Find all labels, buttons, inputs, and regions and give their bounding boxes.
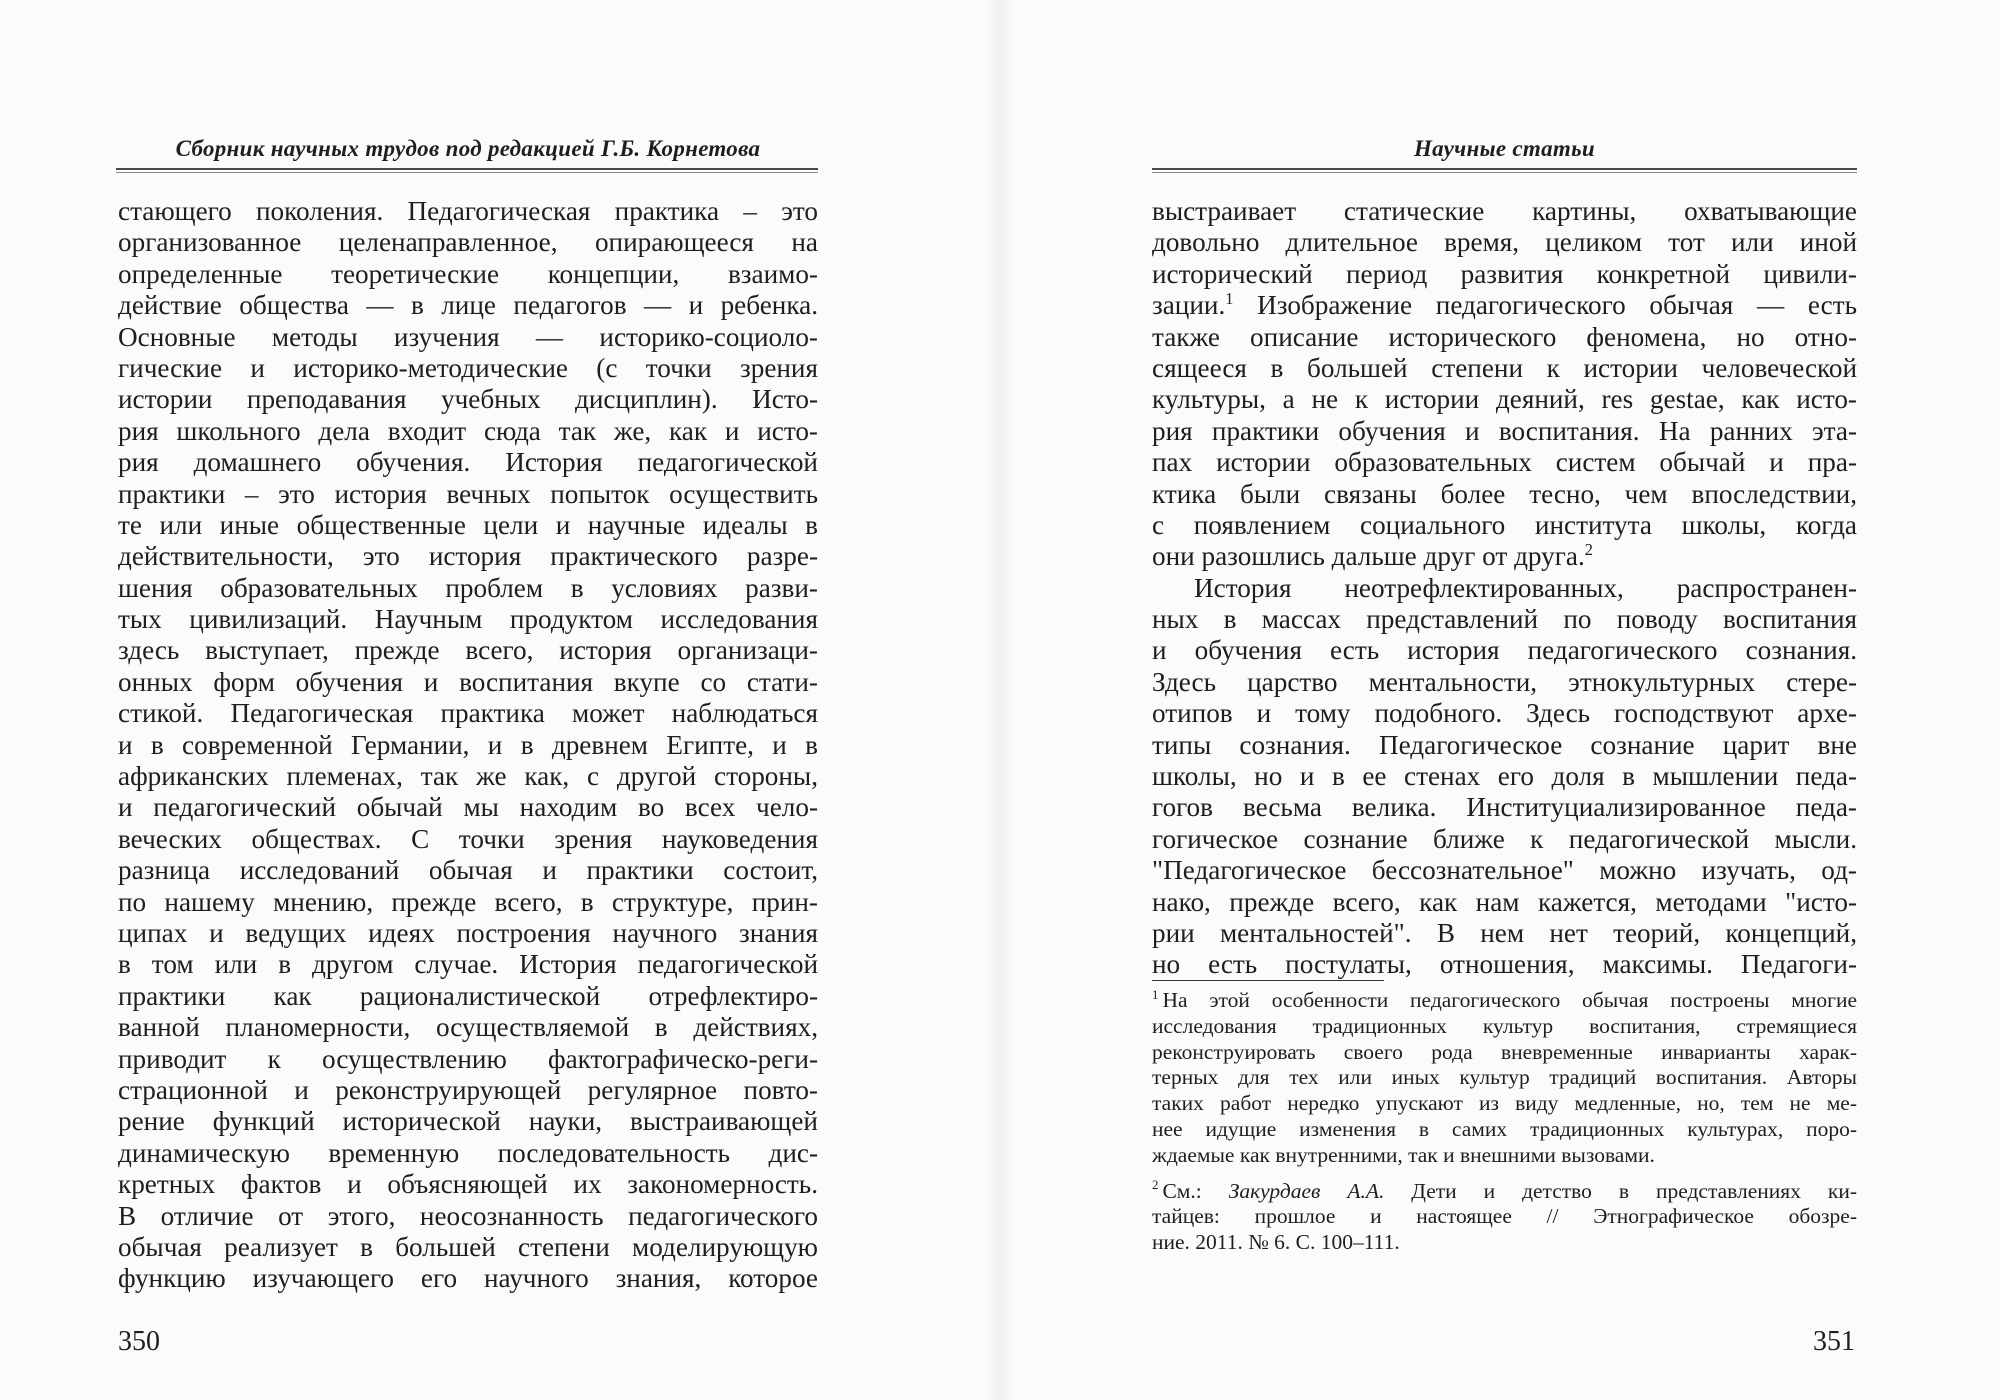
footnote-line: тайцев: прошлое и настоящее // Этнографическое обозре-: [1152, 1204, 1857, 1229]
text-line: ктика были связаны более тесно, чем впоследствии,: [1152, 478, 1857, 509]
text-line: рии ментальностей". В нем нет теорий, концепций,: [1152, 917, 1857, 948]
left-header-rule: [116, 168, 818, 170]
text-line: В отличие от этого, неосознанность педагогического: [118, 1200, 818, 1231]
text-line: страционной и реконструирующей регулярное повто-: [118, 1074, 818, 1105]
text-line: практики – это история вечных попыток осуществить: [118, 478, 818, 509]
text-line: культуры, а не к истории деяний, res gestae, как исто-: [1152, 384, 1857, 415]
text-line: онных форм обучения и воспитания вкупе со стати-: [118, 666, 818, 697]
text-line: гогов весьма велика. Институциализированное педа-: [1152, 792, 1857, 823]
right-body-text: [1152, 196, 1857, 981]
left-page-number: 350: [118, 1326, 160, 1357]
text-line: в том или в другом случае. История педагогической: [118, 949, 818, 980]
text-fragment: Изображение педагогического обычая — есть: [1233, 290, 1857, 321]
text-line: действие общества — в лице педагогов — и ребенка.: [118, 290, 818, 321]
footnote-line: [1152, 988, 1857, 1014]
text-line: гические и историко-методические (с точки зрения: [118, 352, 818, 383]
text-line: здесь выступает, прежде всего, история организаци-: [118, 635, 818, 666]
footnote-reference-2: 2: [1584, 540, 1593, 560]
text-line: История неотрефлектированных, распространен-: [1194, 572, 1857, 603]
left-body-text: [118, 196, 818, 1295]
text-line: рия домашнего обучения. История педагогической: [118, 447, 818, 478]
text-fragment: См.:: [1162, 1178, 1229, 1203]
text-line: сящееся в большей степени к истории человеческой: [1152, 352, 1857, 383]
text-line: довольно длительное время, целиком тот или иной: [1152, 227, 1857, 258]
text-line: стикой. Педагогическая практика может наблюдаться: [118, 698, 818, 729]
footnote-line: исследования традиционных культур воспитания, стремящиеся: [1152, 1013, 1857, 1038]
footnotes: [1152, 988, 1857, 1266]
text-line: ципах и ведущих идеях построения научного знания: [118, 917, 818, 948]
text-line: также описание исторического феномена, но отно-: [1152, 321, 1857, 352]
left-running-head: Сборник научных трудов под редакцией Г.Б. Корнетова: [175, 136, 761, 161]
text-line: но есть постулаты, отношения, максимы. Педагоги-: [1152, 949, 1857, 980]
text-line: "Педагогическое бессознательное" можно изучать, од-: [1152, 855, 1857, 886]
text-line: организованное целенаправленное, опирающееся на: [118, 227, 818, 258]
right-page-number-text: 351: [1813, 1326, 1855, 1357]
text-line: ных в массах представлений по поводу воспитания: [1152, 604, 1857, 635]
text-fragment: На этой особенности педагогического обычая построены многие: [1162, 988, 1857, 1012]
text-line: веческих обществах. С точки зрения науковедения: [118, 823, 818, 854]
footnote-author: Закурдаев А.А.: [1228, 1178, 1385, 1203]
text-line: нако, прежде всего, как нам кажется, методами "исто-: [1152, 886, 1857, 917]
text-line: те или иные общественные цели и научные идеалы в: [118, 509, 818, 540]
text-line: пах истории образовательных систем обычай и пра-: [1152, 447, 1857, 478]
text-fragment: Дети и детство в представлениях ки-: [1384, 1178, 1858, 1203]
footnote-line: нее идущие изменения в самих традиционных культурах, поро-: [1152, 1116, 1857, 1141]
text-line: Основные методы изучения — историко-социоло-: [118, 321, 818, 352]
text-line: типы сознания. Педагогическое сознание царит вне: [1152, 729, 1857, 760]
text-line: ванной планомерности, осуществляемой в действиях,: [118, 1012, 818, 1043]
footnote-line: реконструировать своего рода вневременные инварианты харак-: [1152, 1039, 1857, 1064]
text-line: практики как рационалистической отрефлектиро-: [118, 980, 818, 1011]
text-line: [1152, 290, 1857, 321]
footnote-mark: 1: [1152, 987, 1159, 1002]
footnote-line: терных для тех или иных культур традиций воспитания. Авторы: [1152, 1065, 1857, 1090]
text-line: отипов и тому подобного. Здесь господствуют архе-: [1152, 698, 1857, 729]
text-line: функцию изучающего его научного знания, которое: [118, 1263, 818, 1294]
text-line: Здесь царство ментальности, этнокультурных стере-: [1152, 666, 1857, 697]
text-line: [1152, 541, 1857, 572]
footnote-line: таких работ нередко упускают из виду медленные, но, тем не ме-: [1152, 1091, 1857, 1116]
footnote-1: [1152, 988, 1857, 1169]
text-line: и обучения есть история педагогического сознания.: [1152, 635, 1857, 666]
footnote-line: [1152, 1179, 1857, 1205]
footnote-mark: 2: [1152, 1178, 1159, 1193]
text-line: действительности, это история практического разре-: [118, 541, 818, 572]
text-line: истории преподавания учебных дисциплин). Исто-: [118, 384, 818, 415]
text-line: исторический период развития конкретной цивили-: [1152, 258, 1857, 289]
footnote-line: ние. 2011. № 6. С. 100–111.: [1152, 1230, 1400, 1255]
footnote-line: ждаемые как внутренними, так и внешними вызовами.: [1152, 1142, 1655, 1167]
text-line: кретных фактов и объясняющей их закономерность.: [118, 1169, 818, 1200]
text-line: рия практики обучения и воспитания. На ранних эта-: [1152, 415, 1857, 446]
text-line: и педагогический обычай мы находим во всех чело-: [118, 792, 818, 823]
text-line: приводит к осуществлению фактографическо-реги-: [118, 1043, 818, 1074]
text-line: гогическое сознание ближе к педагогической мысли.: [1152, 823, 1857, 854]
text-line: определенные теоретические концепции, взаимо-: [118, 258, 818, 289]
text-line: шения образовательных проблем в условиях разви-: [118, 572, 818, 603]
text-line: школы, но и в ее стенах его доля в мышлении педа-: [1152, 761, 1857, 792]
text-line: рение функций исторической науки, выстраивающей: [118, 1106, 818, 1137]
text-line: и в современной Германии, и в древнем Египте, и в: [118, 729, 818, 760]
right-running-head: Научные статьи: [1413, 136, 1596, 161]
text-line: с появлением социального института школы, когда: [1152, 509, 1857, 540]
right-header-rule: [1152, 168, 1857, 170]
text-fragment: они разошлись дальше друг от друга.: [1152, 541, 1585, 572]
footnote-2: [1152, 1179, 1857, 1256]
text-fragment: зации.: [1152, 290, 1226, 321]
text-line: стающего поколения. Педагогическая практика – это: [118, 196, 818, 226]
text-line: разница исследований обычая и практики состоит,: [118, 855, 818, 886]
text-line: выстраивает статические картины, охватывающие: [1152, 196, 1857, 226]
text-line: обычая реализует в большей степени моделирующую: [118, 1231, 818, 1262]
text-line: по нашему мнению, прежде всего, в структуре, прин-: [118, 886, 818, 917]
footnote-separator: [1152, 980, 1384, 981]
footnote-reference-1: 1: [1225, 289, 1234, 309]
text-line: африканских племенах, так же как, с другой стороны,: [118, 761, 818, 792]
text-line: динамическую временную последовательность дис-: [118, 1137, 818, 1168]
text-line: тых цивилизаций. Научным продуктом исследования: [118, 604, 818, 635]
right-page: [1000, 0, 2000, 1400]
text-line: рия школьного дела входит сюда так же, как и исто-: [118, 415, 818, 446]
